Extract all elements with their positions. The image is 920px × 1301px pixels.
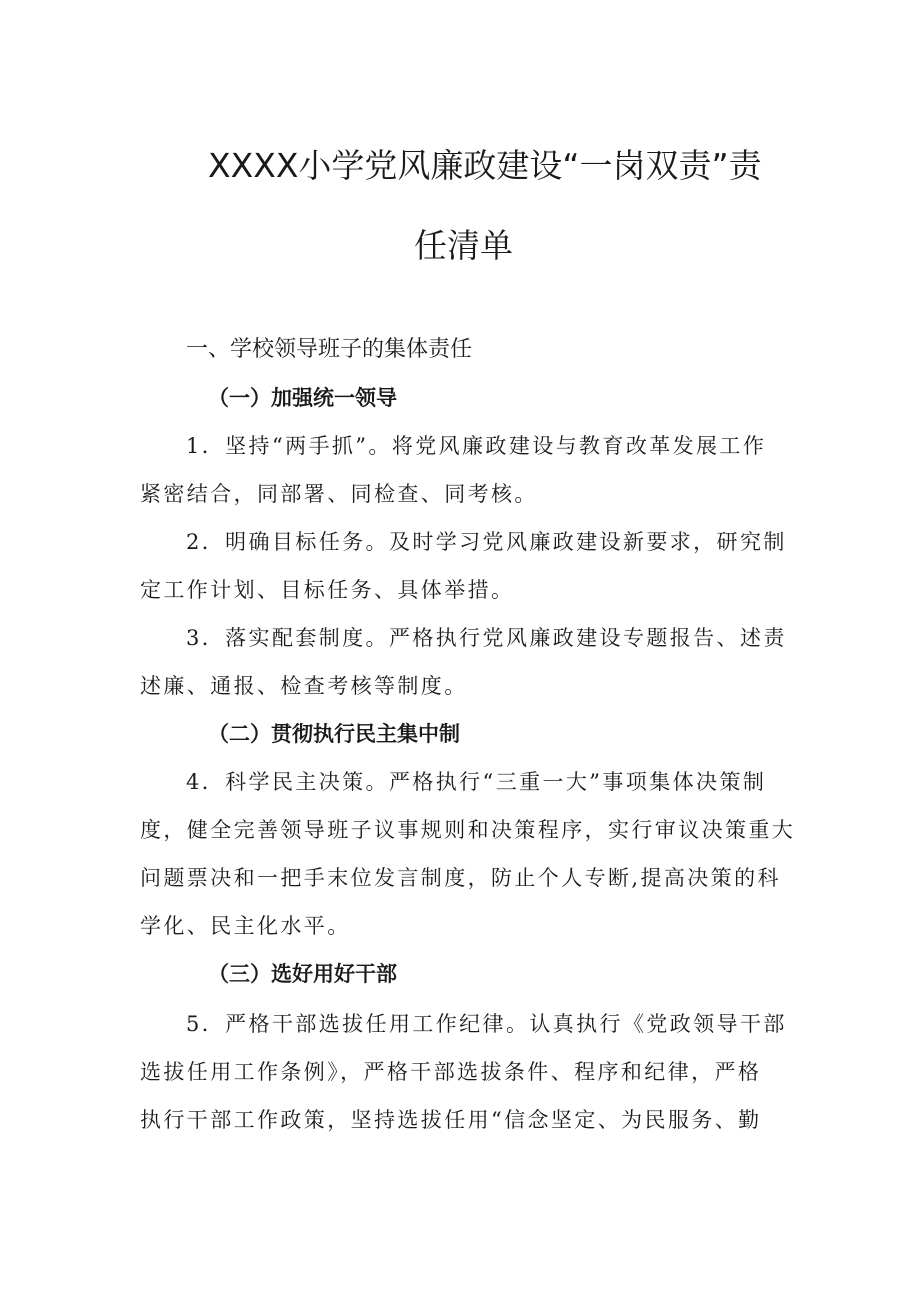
paragraph-line: 选拔任用工作条例》，严格干部选拔条件、程序和纪律，严格: [140, 1060, 762, 1084]
subsection-heading-2: （二）贯彻执行民主集中制: [208, 722, 460, 746]
section-heading-1: 一、学校领导班子的集体责任: [186, 337, 473, 362]
paragraph-line: 4．科学民主决策。严格执行“三重一大”事项集体决策制: [186, 770, 767, 794]
paragraph-line: 3．落实配套制度。严格执行党风廉政建设专题报告、述责: [186, 626, 787, 650]
paragraph-line: 定工作计划、目标任务、具体举措。: [140, 578, 515, 602]
document-title-line-2: 任清单: [414, 226, 513, 265]
paragraph-line: 度，健全完善领导班子议事规则和决策程序，实行审议决策重大: [140, 818, 796, 842]
paragraph-line: 2．明确目标任务。及时学习党风廉政建设新要求，研究制: [186, 530, 787, 554]
paragraph-line: 学化、民主化水平。: [140, 914, 351, 938]
subsection-heading-1: （一）加强统一领导: [208, 386, 397, 410]
paragraph-line: 述廉、通报、检查考核等制度。: [140, 674, 468, 698]
paragraph-line: 执行干部工作政策，坚持选拔任用“信念坚定、为民服务、勤: [140, 1108, 762, 1132]
paragraph-line: 5．严格干部选拔任用工作纪律。认真执行《党政领导干部: [186, 1012, 787, 1036]
subsection-heading-3: （三）选好用好干部: [208, 962, 397, 986]
document-title-line-1: XXXX小学党风廉政建设“一岗双责”责: [208, 146, 762, 185]
paragraph-line: 1．坚持“两手抓”。将党风廉政建设与教育改革发展工作: [186, 434, 767, 458]
paragraph-line: 问题票决和一把手末位发言制度，防止个人专断,提高决策的科: [140, 866, 781, 890]
paragraph-line: 紧密结合，同部署、同检查、同考核。: [140, 482, 538, 506]
